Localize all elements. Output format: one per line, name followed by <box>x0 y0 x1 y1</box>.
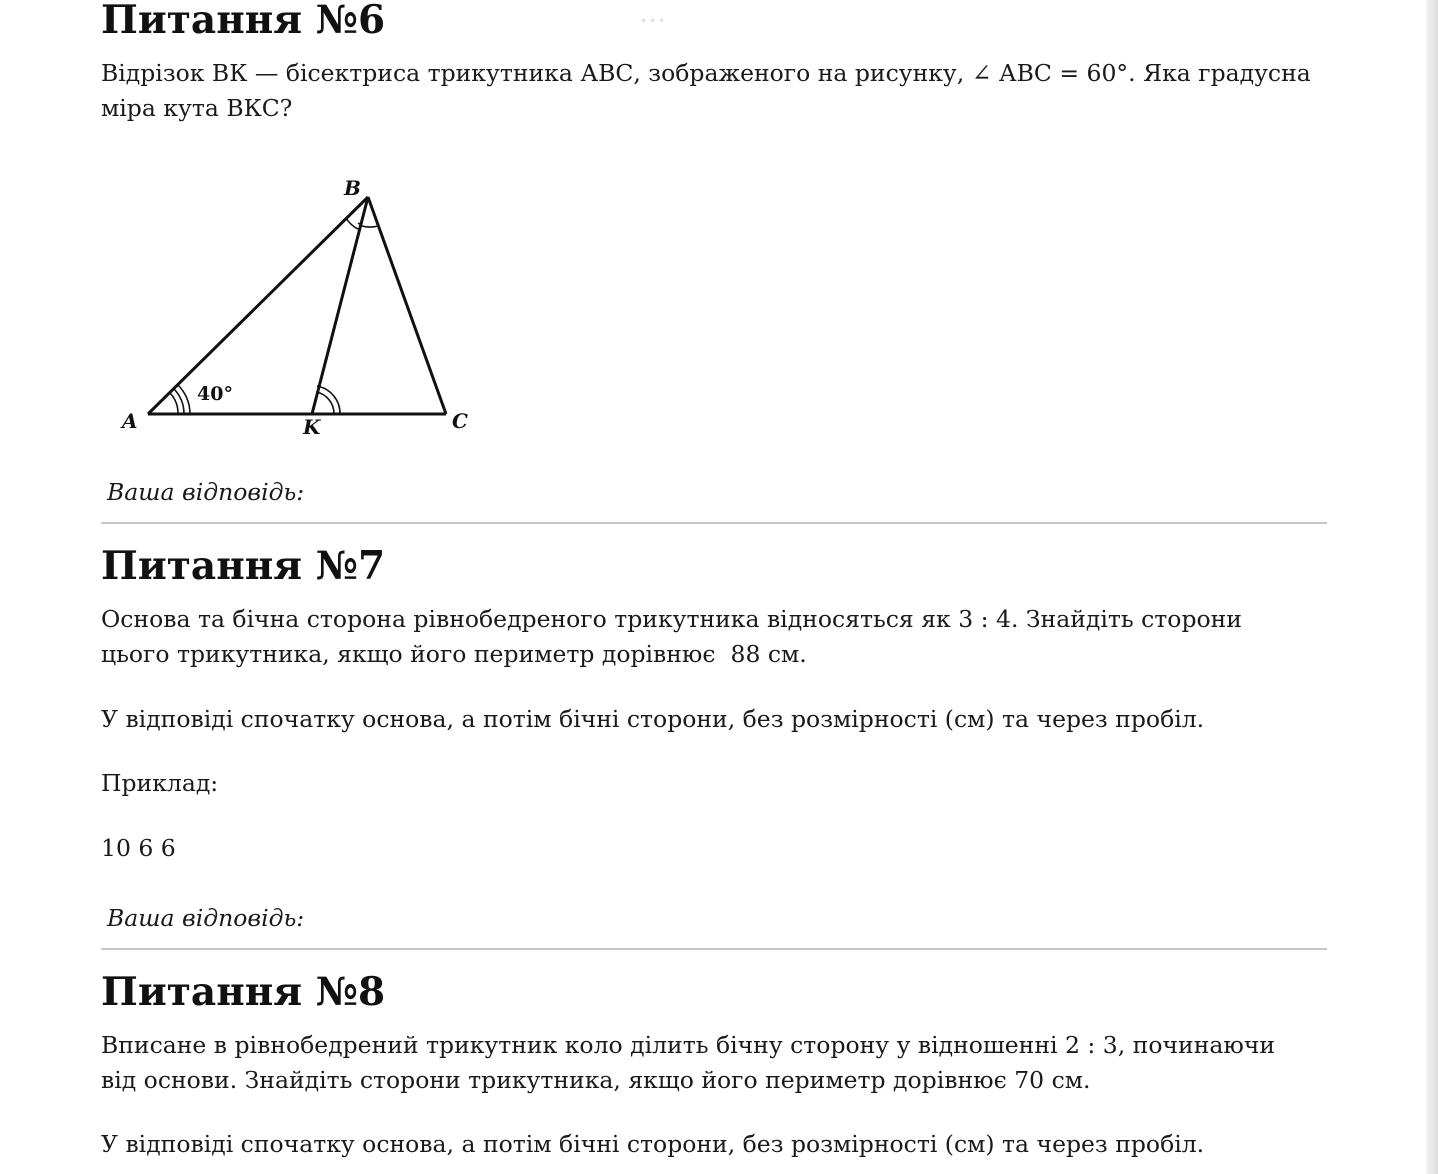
side-ab <box>148 197 368 414</box>
angle-b-arc <box>362 226 378 227</box>
example-value: 10 6 6 <box>101 834 176 862</box>
vertex-label-b: B <box>344 176 361 200</box>
answer-label: Ваша відповідь: <box>107 904 305 932</box>
divider <box>101 948 1327 950</box>
side-bc <box>368 197 446 414</box>
angle-a-label: 40° <box>197 383 233 405</box>
question-text-line: Відрізок ВК — бісектриса трикутника АВС, зображеного на рисунку, ∠ АВС = 60°. Яка градусна <box>101 59 1311 87</box>
vertex-label-c: C <box>452 409 468 433</box>
drag-handle-icon[interactable]: ••• <box>640 14 668 28</box>
angle-k-arc <box>316 392 334 414</box>
question-text-line: міра кута ВКС? <box>101 94 293 122</box>
angle-a-arc <box>170 393 178 414</box>
vertex-label-k: K <box>303 415 321 439</box>
question-text-line: цього трикутника, якщо його периметр дорівнює 88 см. <box>101 640 807 668</box>
answer-label: Ваша відповідь: <box>107 478 305 506</box>
question-title: Питання №7 <box>101 543 386 589</box>
question-text-line: від основи. Знайдіть сторони трикутника, якщо його периметр дорівнює 70 см. <box>101 1066 1091 1094</box>
question-title: Питання №8 <box>101 969 386 1015</box>
question-text-line: Основа та бічна сторона рівнобедреного трикутника відносяться як 3 : 4. Знайдіть сторони <box>101 605 1242 633</box>
question-text-line: Вписане в рівнобедрений трикутник коло ділить бічну сторону у відношенні 2 : 3, починаючи <box>101 1031 1276 1059</box>
question-text <box>101 56 1336 126</box>
triangle-figure <box>100 160 500 450</box>
example-label: Приклад: <box>101 769 219 797</box>
scrollbar[interactable] <box>1426 0 1438 1174</box>
divider <box>101 522 1327 524</box>
vertex-label-a: A <box>122 409 138 433</box>
angle-b-arc <box>346 218 360 230</box>
question-title: Питання №6 <box>101 0 386 43</box>
question-instruction: У відповіді спочатку основа, а потім бічні сторони, без розмірності (см) та через пробіл. <box>101 705 1205 733</box>
question-text <box>101 1028 1336 1098</box>
question-instruction: У відповіді спочатку основа, а потім бічні сторони, без розмірності (см) та через пробіл. <box>101 1130 1205 1158</box>
question-text <box>101 602 1336 672</box>
